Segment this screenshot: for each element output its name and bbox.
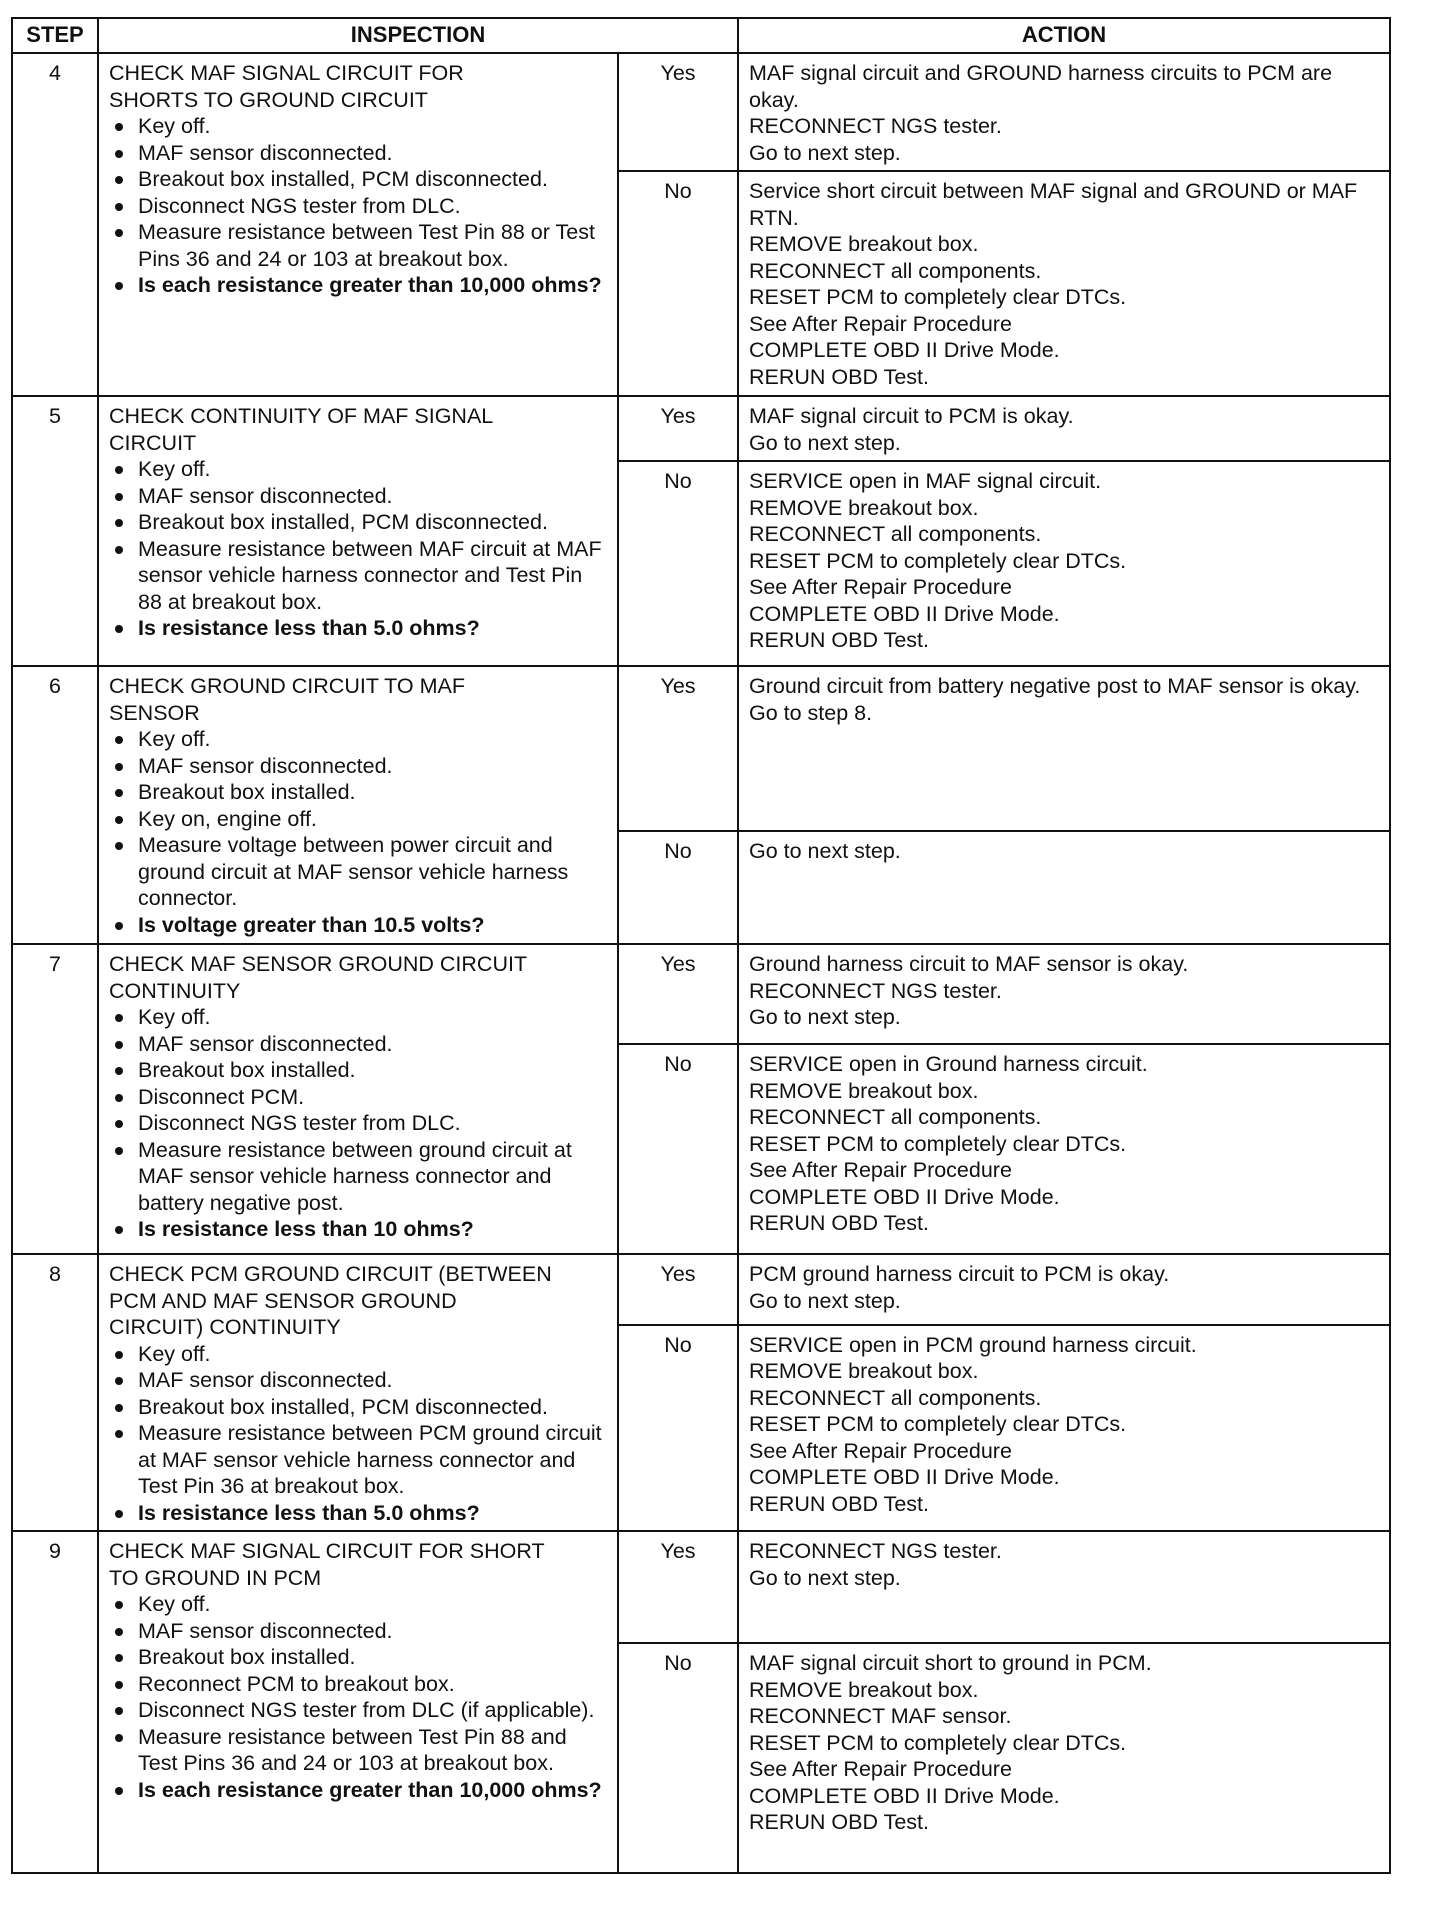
action-line: See After Repair Procedure xyxy=(749,1757,1012,1781)
inspection-item: Breakout box installed. xyxy=(109,1057,609,1084)
inspection-question: Is each resistance greater than 10,000 ohms? xyxy=(109,1777,609,1804)
action-line: Go to next step. xyxy=(749,1005,901,1029)
inspection-checklist xyxy=(109,1591,609,1803)
yes-action xyxy=(738,1531,1390,1643)
action-line: See After Repair Procedure xyxy=(749,311,1012,336)
yes-label: Yes xyxy=(618,944,738,1044)
action-line: RECONNECT NGS tester. xyxy=(749,114,1002,138)
inspection-item: Breakout box installed, PCM disconnected. xyxy=(109,166,609,193)
yes-label: Yes xyxy=(618,1254,738,1325)
step-number: 5 xyxy=(12,396,98,666)
no-action xyxy=(738,1325,1390,1532)
inspection-item: MAF sensor disconnected. xyxy=(109,1367,609,1394)
step-row xyxy=(12,666,1390,831)
step-row xyxy=(12,1531,1390,1643)
action-line: PCM ground harness circuit to PCM is okay. xyxy=(749,1262,1170,1286)
action-line: REMOVE breakout box. xyxy=(749,1078,979,1103)
yes-action xyxy=(738,666,1390,831)
step-row xyxy=(12,53,1390,171)
action-line: MAF signal circuit short to ground in PCM. xyxy=(749,1651,1152,1675)
diagnostic-table-body xyxy=(12,53,1390,1873)
inspection-item: Measure voltage between power circuit and ground circuit at MAF sensor vehicle harness connector. xyxy=(109,832,609,912)
action-line: Go to next step. xyxy=(749,1288,901,1313)
no-label: No xyxy=(618,171,738,396)
yes-label: Yes xyxy=(618,53,738,171)
no-label: No xyxy=(618,831,738,944)
inspection-item: Disconnect NGS tester from DLC. xyxy=(109,193,609,220)
inspection-item: Disconnect NGS tester from DLC (if applicable). xyxy=(109,1697,609,1724)
action-line: RESET PCM to completely clear DTCs. xyxy=(749,1730,1127,1755)
inspection-item: Reconnect PCM to breakout box. xyxy=(109,1671,609,1698)
action-line: REMOVE breakout box. xyxy=(749,495,979,520)
diagnostic-table-page xyxy=(11,17,1389,1874)
inspection-item: Measure resistance between Test Pin 88 or Test Pins 36 and 24 or 103 at breakout box. xyxy=(109,219,609,272)
inspection-item: Measure resistance between MAF circuit at MAF sensor vehicle harness connector and Test Pin 88 at breakout box. xyxy=(109,536,609,616)
yes-label: Yes xyxy=(618,396,738,461)
inspection-item: Key off. xyxy=(109,1004,609,1031)
inspection-item: Breakout box installed, PCM disconnected. xyxy=(109,1394,609,1421)
inspection-checklist xyxy=(109,456,609,642)
inspection-item: Breakout box installed, PCM disconnected. xyxy=(109,509,609,536)
inspection-title xyxy=(109,60,609,113)
inspection-item: Key off. xyxy=(109,113,609,140)
action-line: Go to next step. xyxy=(749,140,901,165)
inspection-title xyxy=(109,1261,609,1341)
no-action xyxy=(738,831,1390,944)
action-line: RECONNECT all components. xyxy=(749,258,1042,283)
inspection-cell xyxy=(98,396,618,666)
action-line: Go to next step. xyxy=(749,839,901,863)
inspection-question: Is each resistance greater than 10,000 ohms? xyxy=(109,272,609,299)
inspection-cell xyxy=(98,53,618,396)
inspection-title-line: CHECK CONTINUITY OF MAF SIGNAL xyxy=(109,404,494,428)
inspection-item: MAF sensor disconnected. xyxy=(109,1031,609,1058)
inspection-cell xyxy=(98,1254,618,1531)
action-column-header: ACTION xyxy=(738,18,1390,53)
yes-action xyxy=(738,944,1390,1044)
action-line: COMPLETE OBD II Drive Mode. xyxy=(749,1783,1060,1808)
inspection-title-line: TO GROUND IN PCM xyxy=(109,1565,322,1590)
inspection-item: Key off. xyxy=(109,456,609,483)
action-line: Go to next step. xyxy=(749,1565,901,1590)
action-line: Ground harness circuit to MAF sensor is okay. xyxy=(749,952,1189,976)
action-line: REMOVE breakout box. xyxy=(749,232,979,256)
action-line: RESET PCM to completely clear DTCs. xyxy=(749,1131,1127,1156)
no-action xyxy=(738,171,1390,396)
action-line: See After Repair Procedure xyxy=(749,1438,1012,1463)
action-line: Service short circuit between MAF signal and GROUND or MAF RTN. xyxy=(749,179,1358,230)
action-line: RESET PCM to completely clear DTCs. xyxy=(749,548,1127,573)
no-label: No xyxy=(618,1325,738,1532)
action-line: SERVICE open in PCM ground harness circuit. xyxy=(749,1332,1197,1357)
inspection-cell xyxy=(98,1531,618,1873)
action-line: RECONNECT MAF sensor. xyxy=(749,1704,1012,1728)
action-line: COMPLETE OBD II Drive Mode. xyxy=(749,601,1060,626)
inspection-title-line: CHECK MAF SIGNAL CIRCUIT FOR xyxy=(109,61,464,85)
action-line: COMPLETE OBD II Drive Mode. xyxy=(749,1184,1060,1209)
step-row xyxy=(12,1254,1390,1325)
inspection-item: MAF sensor disconnected. xyxy=(109,753,609,780)
inspection-question: Is resistance less than 5.0 ohms? xyxy=(109,615,609,642)
action-line: RERUN OBD Test. xyxy=(749,1211,929,1235)
diagnostic-table xyxy=(11,17,1391,1874)
yes-action xyxy=(738,1254,1390,1325)
table-header-row xyxy=(12,18,1390,53)
inspection-checklist xyxy=(109,1341,609,1527)
no-label: No xyxy=(618,1044,738,1254)
action-line: REMOVE breakout box. xyxy=(749,1359,979,1383)
action-line: RESET PCM to completely clear DTCs. xyxy=(749,1412,1127,1436)
step-number: 9 xyxy=(12,1531,98,1873)
action-line: RECONNECT all components. xyxy=(749,522,1042,546)
inspection-item: Disconnect PCM. xyxy=(109,1084,609,1111)
inspection-item: Measure resistance between ground circuit at MAF sensor vehicle harness connector and battery negative post. xyxy=(109,1137,609,1217)
step-number: 4 xyxy=(12,53,98,396)
no-label: No xyxy=(618,1643,738,1873)
inspection-title-line: CHECK MAF SENSOR GROUND CIRCUIT xyxy=(109,952,528,976)
inspection-title-line: CIRCUIT) CONTINUITY xyxy=(109,1315,341,1339)
inspection-item: Breakout box installed. xyxy=(109,779,609,806)
action-line: MAF signal circuit to PCM is okay. xyxy=(749,404,1074,428)
yes-label: Yes xyxy=(618,666,738,831)
step-row xyxy=(12,396,1390,461)
inspection-item: Measure resistance between Test Pin 88 and Test Pins 36 and 24 or 103 at breakout box. xyxy=(109,1724,609,1777)
inspection-item: Key off. xyxy=(109,1341,609,1368)
inspection-item: Key off. xyxy=(109,1591,609,1618)
inspection-item: Breakout box installed. xyxy=(109,1644,609,1671)
inspection-column-header: INSPECTION xyxy=(98,18,738,53)
inspection-checklist xyxy=(109,1004,609,1243)
inspection-title xyxy=(109,1538,609,1591)
inspection-item: MAF sensor disconnected. xyxy=(109,1618,609,1645)
inspection-title xyxy=(109,403,609,456)
action-line: COMPLETE OBD II Drive Mode. xyxy=(749,338,1060,362)
no-action xyxy=(738,1044,1390,1254)
yes-action xyxy=(738,396,1390,461)
no-label: No xyxy=(618,461,738,666)
inspection-title-line: PCM AND MAF SENSOR GROUND xyxy=(109,1288,457,1313)
step-number: 7 xyxy=(12,944,98,1254)
action-line: See After Repair Procedure xyxy=(749,1158,1012,1182)
action-line: See After Repair Procedure xyxy=(749,575,1012,599)
action-line: Go to step 8. xyxy=(749,700,873,725)
action-line: RECONNECT NGS tester. xyxy=(749,1539,1002,1563)
inspection-question: Is resistance less than 10 ohms? xyxy=(109,1216,609,1243)
no-action xyxy=(738,461,1390,666)
inspection-title-line: CONTINUITY xyxy=(109,978,241,1003)
action-line: SERVICE open in MAF signal circuit. xyxy=(749,469,1102,493)
action-line: Ground circuit from battery negative post to MAF sensor is okay. xyxy=(749,674,1361,698)
action-line: RERUN OBD Test. xyxy=(749,364,929,389)
inspection-title-line: SENSOR xyxy=(109,700,200,725)
inspection-item: Measure resistance between PCM ground circuit at MAF sensor vehicle harness connector and Test Pin 36 at breakout box. xyxy=(109,1420,609,1500)
inspection-cell xyxy=(98,666,618,944)
inspection-item: Key on, engine off. xyxy=(109,806,609,833)
inspection-checklist xyxy=(109,113,609,299)
inspection-title-line: CHECK GROUND CIRCUIT TO MAF xyxy=(109,674,465,698)
inspection-item: Key off. xyxy=(109,726,609,753)
action-line: RECONNECT all components. xyxy=(749,1105,1042,1129)
inspection-cell xyxy=(98,944,618,1254)
inspection-item: MAF sensor disconnected. xyxy=(109,140,609,167)
inspection-title-line: SHORTS TO GROUND CIRCUIT xyxy=(109,87,428,112)
action-line: RECONNECT NGS tester. xyxy=(749,978,1002,1003)
inspection-title xyxy=(109,951,609,1004)
action-line: RERUN OBD Test. xyxy=(749,1810,929,1834)
step-column-header: STEP xyxy=(12,18,98,53)
action-line: Go to next step. xyxy=(749,430,901,455)
yes-label: Yes xyxy=(618,1531,738,1643)
action-line: RERUN OBD Test. xyxy=(749,628,929,652)
inspection-checklist xyxy=(109,726,609,938)
action-line: SERVICE open in Ground harness circuit. xyxy=(749,1052,1148,1076)
action-line: RESET PCM to completely clear DTCs. xyxy=(749,285,1127,309)
inspection-item: MAF sensor disconnected. xyxy=(109,483,609,510)
yes-action xyxy=(738,53,1390,171)
action-line: COMPLETE OBD II Drive Mode. xyxy=(749,1465,1060,1489)
action-line: RERUN OBD Test. xyxy=(749,1491,929,1516)
action-line: REMOVE breakout box. xyxy=(749,1677,979,1702)
inspection-question: Is resistance less than 5.0 ohms? xyxy=(109,1500,609,1527)
action-line: MAF signal circuit and GROUND harness circuits to PCM are okay. xyxy=(749,61,1333,112)
step-row xyxy=(12,944,1390,1044)
inspection-item: Disconnect NGS tester from DLC. xyxy=(109,1110,609,1137)
inspection-title-line: CIRCUIT xyxy=(109,430,197,455)
action-line: RECONNECT all components. xyxy=(749,1385,1042,1410)
step-number: 6 xyxy=(12,666,98,944)
inspection-question: Is voltage greater than 10.5 volts? xyxy=(109,912,609,939)
inspection-title-line: CHECK MAF SIGNAL CIRCUIT FOR SHORT xyxy=(109,1539,545,1563)
inspection-title-line: CHECK PCM GROUND CIRCUIT (BETWEEN xyxy=(109,1262,552,1286)
inspection-title xyxy=(109,673,609,726)
no-action xyxy=(738,1643,1390,1873)
step-number: 8 xyxy=(12,1254,98,1531)
